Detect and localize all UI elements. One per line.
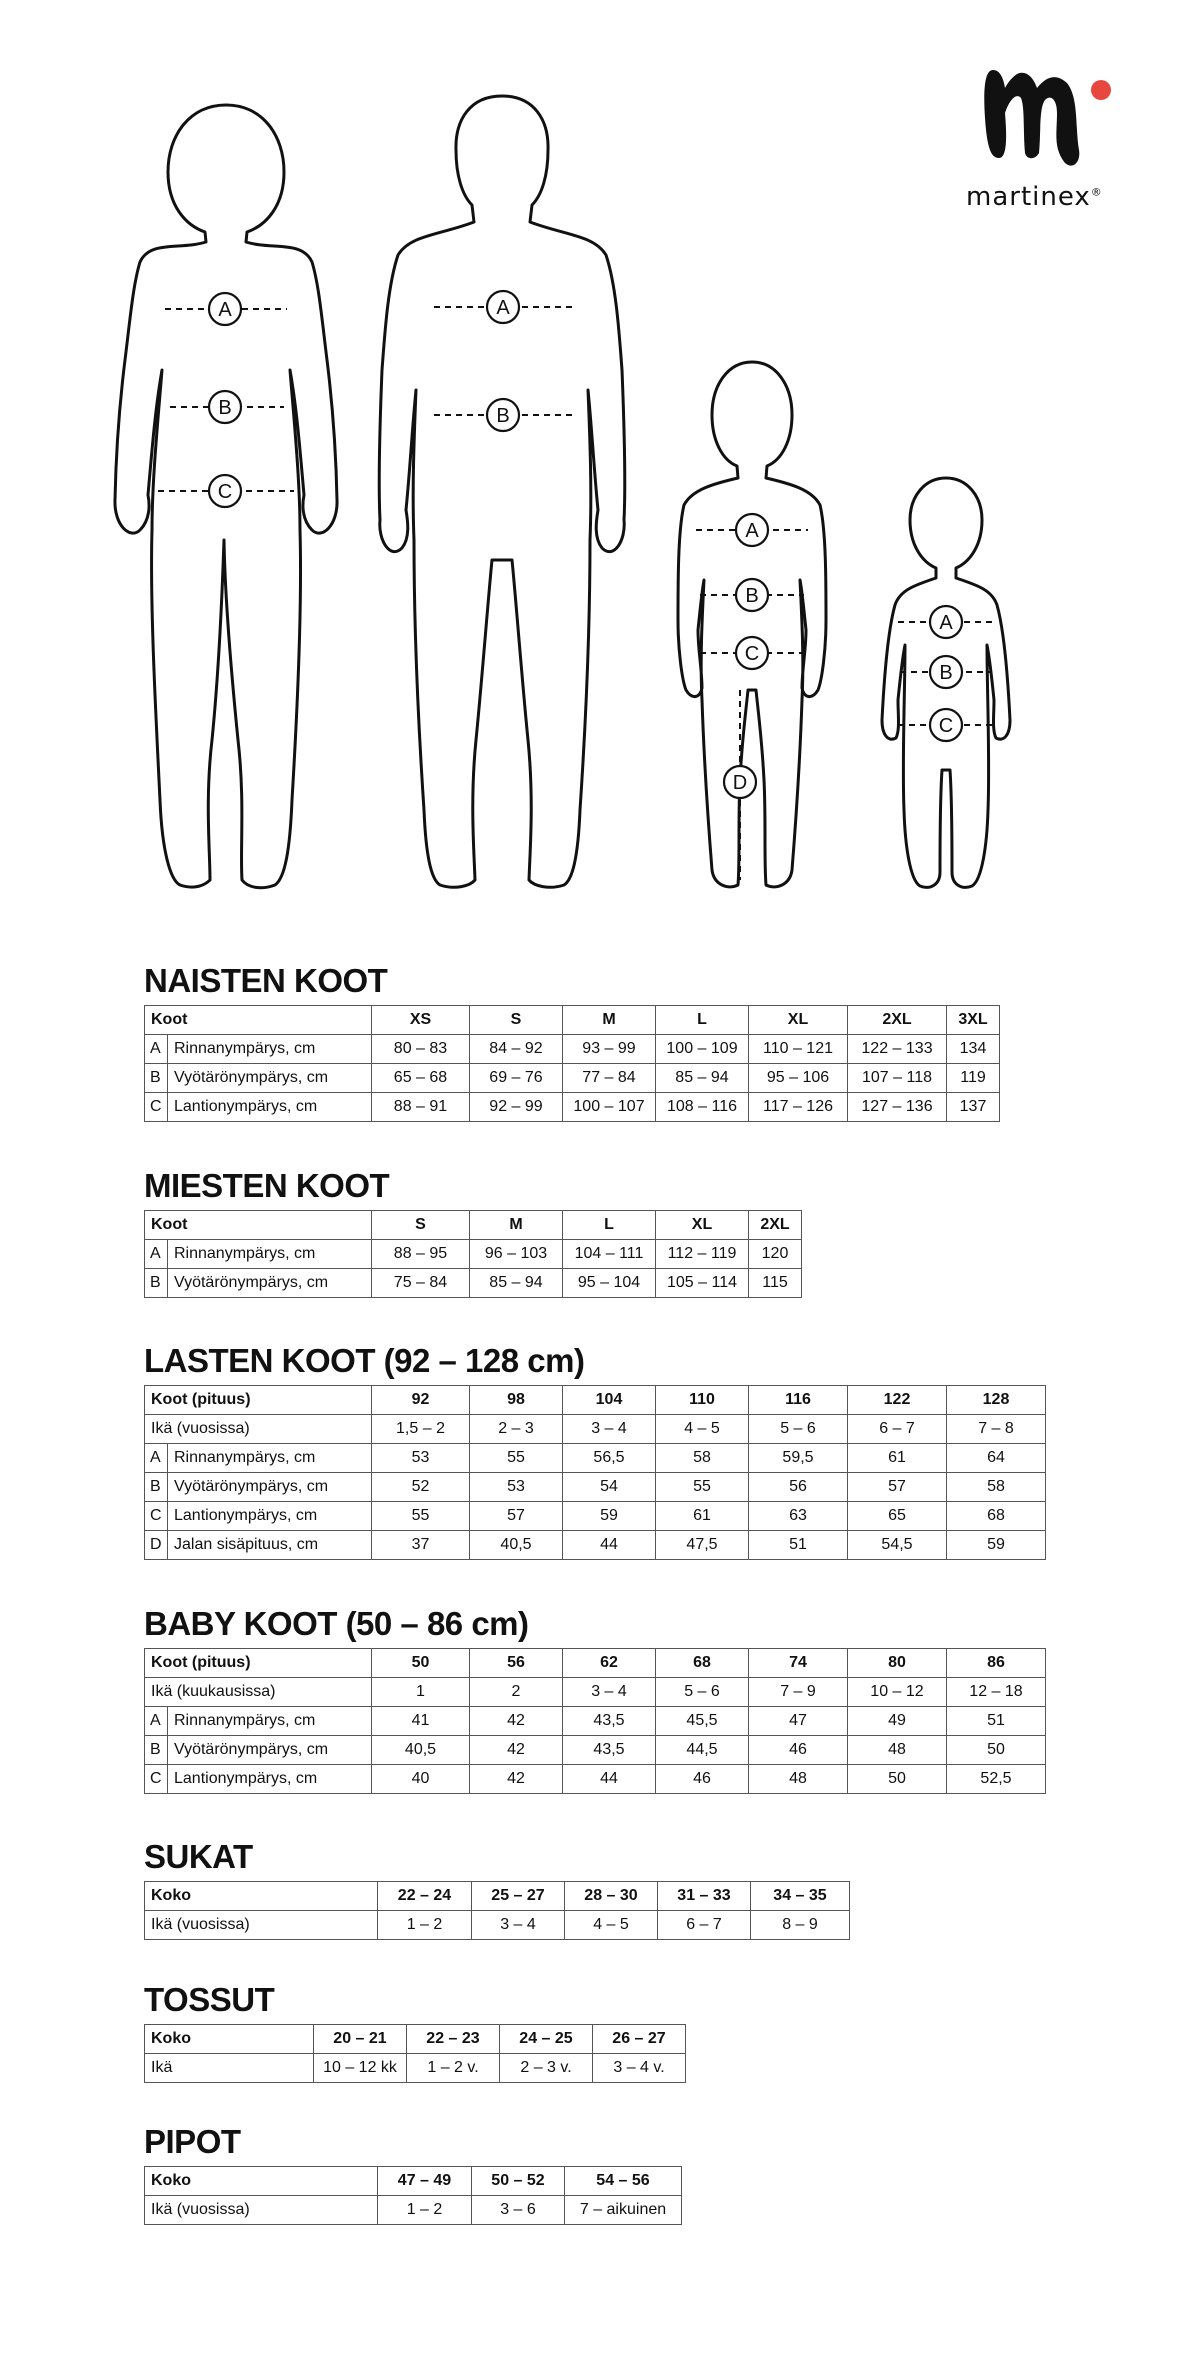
size-header: 50	[372, 1649, 470, 1678]
age-label: Ikä (kuukausissa)	[145, 1678, 372, 1707]
table-cell: 80 – 83	[372, 1035, 470, 1064]
table-cell: 61	[848, 1444, 947, 1473]
header-label: Koko	[145, 2025, 314, 2054]
table-cell: 4 – 5	[565, 1911, 658, 1940]
table-cell: 54	[563, 1473, 656, 1502]
row-label: Jalan sisäpituus, cm	[168, 1531, 372, 1560]
row-letter: A	[145, 1035, 168, 1064]
row-label: Lantionympärys, cm	[168, 1502, 372, 1531]
table-cell: 5 – 6	[656, 1678, 749, 1707]
header-label: Koot (pituus)	[145, 1386, 372, 1415]
table-row	[145, 1415, 1046, 1444]
table-cell: 4 – 5	[656, 1415, 749, 1444]
brand-name: martinex®	[966, 182, 1103, 212]
table-cell: 65 – 68	[372, 1064, 470, 1093]
row-label: Vyötärönympärys, cm	[168, 1064, 372, 1093]
table-cell: 1,5 – 2	[372, 1415, 470, 1444]
row-letter: C	[145, 1765, 168, 1794]
table-row	[145, 1502, 1046, 1531]
row-letter: A	[145, 1240, 168, 1269]
size-header: L	[563, 1211, 656, 1240]
table-cell: 85 – 94	[470, 1269, 563, 1298]
table-cell: 120	[749, 1240, 802, 1269]
table-row	[145, 1444, 1046, 1473]
header-label: Koot	[145, 1006, 372, 1035]
table-cell: 3 – 4	[563, 1678, 656, 1707]
size-header: 28 – 30	[565, 1882, 658, 1911]
size-header: 34 – 35	[751, 1882, 850, 1911]
table-cell: 46	[749, 1736, 848, 1765]
row-label: Lantionympärys, cm	[168, 1765, 372, 1794]
table-cell: 7 – aikuinen	[565, 2196, 682, 2225]
table-cell: 3 – 6	[472, 2196, 565, 2225]
table-cell: 2 – 3 v.	[500, 2054, 593, 2083]
table-cell: 44,5	[656, 1736, 749, 1765]
age-label: Ikä	[145, 2054, 314, 2083]
hats-title: PIPOT	[144, 2123, 241, 2160]
table-cell: 85 – 94	[656, 1064, 749, 1093]
table-cell: 3 – 4	[563, 1415, 656, 1444]
child-marker: B	[745, 585, 759, 607]
table-cell: 55	[656, 1473, 749, 1502]
size-header: 68	[656, 1649, 749, 1678]
baby-sizes-title: BABY KOOT (50 – 86 cm)	[144, 1605, 529, 1642]
table-cell: 95 – 104	[563, 1269, 656, 1298]
header-label: Koot	[145, 1211, 372, 1240]
table-cell: 53	[470, 1473, 563, 1502]
men-sizes-title: MIESTEN KOOT	[144, 1167, 390, 1204]
table-cell: 8 – 9	[751, 1911, 850, 1940]
table-cell: 112 – 119	[656, 1240, 749, 1269]
table-cell: 65	[848, 1502, 947, 1531]
row-label: Rinnanympärys, cm	[168, 1240, 372, 1269]
row-letter: B	[145, 1736, 168, 1765]
table-row	[145, 1736, 1046, 1765]
table-cell: 51	[749, 1531, 848, 1560]
table-cell: 44	[563, 1531, 656, 1560]
woman-marker: A	[218, 299, 232, 321]
table-cell: 105 – 114	[656, 1269, 749, 1298]
child-marker: D	[732, 772, 748, 794]
table-cell: 47	[749, 1707, 848, 1736]
table-cell: 56,5	[563, 1444, 656, 1473]
table-cell: 137	[947, 1093, 1000, 1122]
row-label: Rinnanympärys, cm	[168, 1707, 372, 1736]
man-figure	[379, 96, 625, 887]
table-cell: 3 – 4 v.	[593, 2054, 686, 2083]
header-label: Koot (pituus)	[145, 1649, 372, 1678]
row-label: Rinnanympärys, cm	[168, 1444, 372, 1473]
table-cell: 6 – 7	[848, 1415, 947, 1444]
table-cell: 92 – 99	[470, 1093, 563, 1122]
table-cell: 48	[749, 1765, 848, 1794]
woman-marker: C	[217, 481, 233, 503]
table-cell: 45,5	[656, 1707, 749, 1736]
table-cell: 7 – 8	[947, 1415, 1046, 1444]
row-label: Lantionympärys, cm	[168, 1093, 372, 1122]
table-cell: 64	[947, 1444, 1046, 1473]
child-figure	[678, 362, 826, 887]
table-row	[145, 2054, 686, 2083]
table-cell: 52	[372, 1473, 470, 1502]
table-cell: 84 – 92	[470, 1035, 563, 1064]
table-cell: 127 – 136	[848, 1093, 947, 1122]
table-cell: 54,5	[848, 1531, 947, 1560]
table-cell: 134	[947, 1035, 1000, 1064]
size-header: 98	[470, 1386, 563, 1415]
table-cell: 95 – 106	[749, 1064, 848, 1093]
baby-marker: B	[939, 662, 953, 684]
table-cell: 47,5	[656, 1531, 749, 1560]
size-header: 50 – 52	[472, 2167, 565, 2196]
table-cell: 2 – 3	[470, 1415, 563, 1444]
table-cell: 40,5	[372, 1736, 470, 1765]
table-cell: 58	[947, 1473, 1046, 1502]
size-header: 80	[848, 1649, 947, 1678]
size-header: 56	[470, 1649, 563, 1678]
table-cell: 7 – 9	[749, 1678, 848, 1707]
table-cell: 50	[947, 1736, 1046, 1765]
table-cell: 107 – 118	[848, 1064, 947, 1093]
size-header: 62	[563, 1649, 656, 1678]
socks-size-table	[144, 1881, 850, 1940]
row-letter: B	[145, 1269, 168, 1298]
table-cell: 63	[749, 1502, 848, 1531]
size-header: M	[470, 1211, 563, 1240]
table-row	[145, 1269, 802, 1298]
table-cell: 77 – 84	[563, 1064, 656, 1093]
size-header: 25 – 27	[472, 1882, 565, 1911]
table-cell: 57	[848, 1473, 947, 1502]
table-cell: 40,5	[470, 1531, 563, 1560]
table-cell: 58	[656, 1444, 749, 1473]
women-size-table	[144, 1005, 1000, 1122]
size-header: 22 – 23	[407, 2025, 500, 2054]
table-cell: 56	[749, 1473, 848, 1502]
size-header: 86	[947, 1649, 1046, 1678]
size-header: M	[563, 1006, 656, 1035]
table-row	[145, 1707, 1046, 1736]
table-cell: 43,5	[563, 1736, 656, 1765]
table-cell: 48	[848, 1736, 947, 1765]
size-header: XL	[749, 1006, 848, 1035]
table-cell: 88 – 95	[372, 1240, 470, 1269]
row-label: Vyötärönympärys, cm	[168, 1736, 372, 1765]
table-cell: 40	[372, 1765, 470, 1794]
size-header: 92	[372, 1386, 470, 1415]
table-row	[145, 1765, 1046, 1794]
header-label: Koko	[145, 1882, 378, 1911]
size-header: 104	[563, 1386, 656, 1415]
size-header: XS	[372, 1006, 470, 1035]
table-cell: 42	[470, 1765, 563, 1794]
row-letter: D	[145, 1531, 168, 1560]
table-row	[145, 1035, 1000, 1064]
table-cell: 2	[470, 1678, 563, 1707]
table-cell: 110 – 121	[749, 1035, 848, 1064]
size-header: 20 – 21	[314, 2025, 407, 2054]
table-cell: 59,5	[749, 1444, 848, 1473]
table-cell: 42	[470, 1736, 563, 1765]
slippers-size-table	[144, 2024, 686, 2083]
table-cell: 119	[947, 1064, 1000, 1093]
baby-marker: A	[939, 612, 953, 634]
size-header: XL	[656, 1211, 749, 1240]
table-cell: 93 – 99	[563, 1035, 656, 1064]
size-header: 2XL	[749, 1211, 802, 1240]
table-row	[145, 1911, 850, 1940]
row-letter: A	[145, 1444, 168, 1473]
table-row	[145, 2196, 682, 2225]
man-marker: A	[496, 297, 510, 319]
table-cell: 1 – 2	[378, 1911, 472, 1940]
baby-size-table	[144, 1648, 1046, 1794]
row-letter: C	[145, 1502, 168, 1531]
size-header: 47 – 49	[378, 2167, 472, 2196]
hats-size-table	[144, 2166, 682, 2225]
table-cell: 1 – 2	[378, 2196, 472, 2225]
table-cell: 117 – 126	[749, 1093, 848, 1122]
table-cell: 88 – 91	[372, 1093, 470, 1122]
size-header: S	[470, 1006, 563, 1035]
men-size-table	[144, 1210, 802, 1298]
table-cell: 50	[848, 1765, 947, 1794]
woman-marker: B	[218, 397, 232, 419]
size-header: 2XL	[848, 1006, 947, 1035]
age-label: Ikä (vuosissa)	[145, 2196, 378, 2225]
table-cell: 59	[563, 1502, 656, 1531]
table-cell: 5 – 6	[749, 1415, 848, 1444]
size-header: 116	[749, 1386, 848, 1415]
size-header: 3XL	[947, 1006, 1000, 1035]
table-cell: 108 – 116	[656, 1093, 749, 1122]
table-cell: 12 – 18	[947, 1678, 1046, 1707]
table-cell: 104 – 111	[563, 1240, 656, 1269]
table-cell: 41	[372, 1707, 470, 1736]
table-cell: 53	[372, 1444, 470, 1473]
size-header: 24 – 25	[500, 2025, 593, 2054]
table-cell: 69 – 76	[470, 1064, 563, 1093]
table-cell: 1 – 2 v.	[407, 2054, 500, 2083]
size-header: 22 – 24	[378, 1882, 472, 1911]
size-header: 31 – 33	[658, 1882, 751, 1911]
table-cell: 43,5	[563, 1707, 656, 1736]
table-cell: 6 – 7	[658, 1911, 751, 1940]
size-header: 110	[656, 1386, 749, 1415]
size-header: 26 – 27	[593, 2025, 686, 2054]
women-sizes-title: NAISTEN KOOT	[144, 962, 388, 999]
age-label: Ikä (vuosissa)	[145, 1415, 372, 1444]
size-header: 54 – 56	[565, 2167, 682, 2196]
table-row	[145, 1531, 1046, 1560]
table-row	[145, 1678, 1046, 1707]
table-cell: 44	[563, 1765, 656, 1794]
table-cell: 3 – 4	[472, 1911, 565, 1940]
table-cell: 55	[372, 1502, 470, 1531]
table-cell: 100 – 107	[563, 1093, 656, 1122]
table-cell: 61	[656, 1502, 749, 1531]
row-letter: A	[145, 1707, 168, 1736]
table-cell: 52,5	[947, 1765, 1046, 1794]
row-label: Vyötärönympärys, cm	[168, 1473, 372, 1502]
table-row	[145, 1064, 1000, 1093]
size-header: 122	[848, 1386, 947, 1415]
table-row	[145, 1473, 1046, 1502]
table-cell: 10 – 12	[848, 1678, 947, 1707]
table-cell: 57	[470, 1502, 563, 1531]
size-header: 128	[947, 1386, 1046, 1415]
table-cell: 42	[470, 1707, 563, 1736]
table-cell: 59	[947, 1531, 1046, 1560]
row-letter: B	[145, 1064, 168, 1093]
table-cell: 49	[848, 1707, 947, 1736]
size-header: L	[656, 1006, 749, 1035]
table-cell: 100 – 109	[656, 1035, 749, 1064]
table-row	[145, 1240, 802, 1269]
socks-title: SUKAT	[144, 1838, 253, 1875]
child-marker: C	[744, 643, 760, 665]
table-cell: 55	[470, 1444, 563, 1473]
table-row	[145, 1093, 1000, 1122]
row-letter: B	[145, 1473, 168, 1502]
table-cell: 96 – 103	[470, 1240, 563, 1269]
child-marker: A	[745, 520, 759, 542]
row-label: Rinnanympärys, cm	[168, 1035, 372, 1064]
size-header: 74	[749, 1649, 848, 1678]
table-cell: 46	[656, 1765, 749, 1794]
header-label: Koko	[145, 2167, 378, 2196]
table-cell: 51	[947, 1707, 1046, 1736]
kids-size-table	[144, 1385, 1046, 1560]
table-cell: 68	[947, 1502, 1046, 1531]
row-label: Vyötärönympärys, cm	[168, 1269, 372, 1298]
size-header: S	[372, 1211, 470, 1240]
kids-sizes-title: LASTEN KOOT (92 – 128 cm)	[144, 1342, 585, 1379]
age-label: Ikä (vuosissa)	[145, 1911, 378, 1940]
table-cell: 122 – 133	[848, 1035, 947, 1064]
slippers-title: TOSSUT	[144, 1981, 275, 2018]
baby-marker: C	[938, 715, 954, 737]
table-cell: 37	[372, 1531, 470, 1560]
table-cell: 75 – 84	[372, 1269, 470, 1298]
row-letter: C	[145, 1093, 168, 1122]
table-cell: 1	[372, 1678, 470, 1707]
table-cell: 10 – 12 kk	[314, 2054, 407, 2083]
table-cell: 115	[749, 1269, 802, 1298]
man-marker: B	[496, 405, 510, 427]
